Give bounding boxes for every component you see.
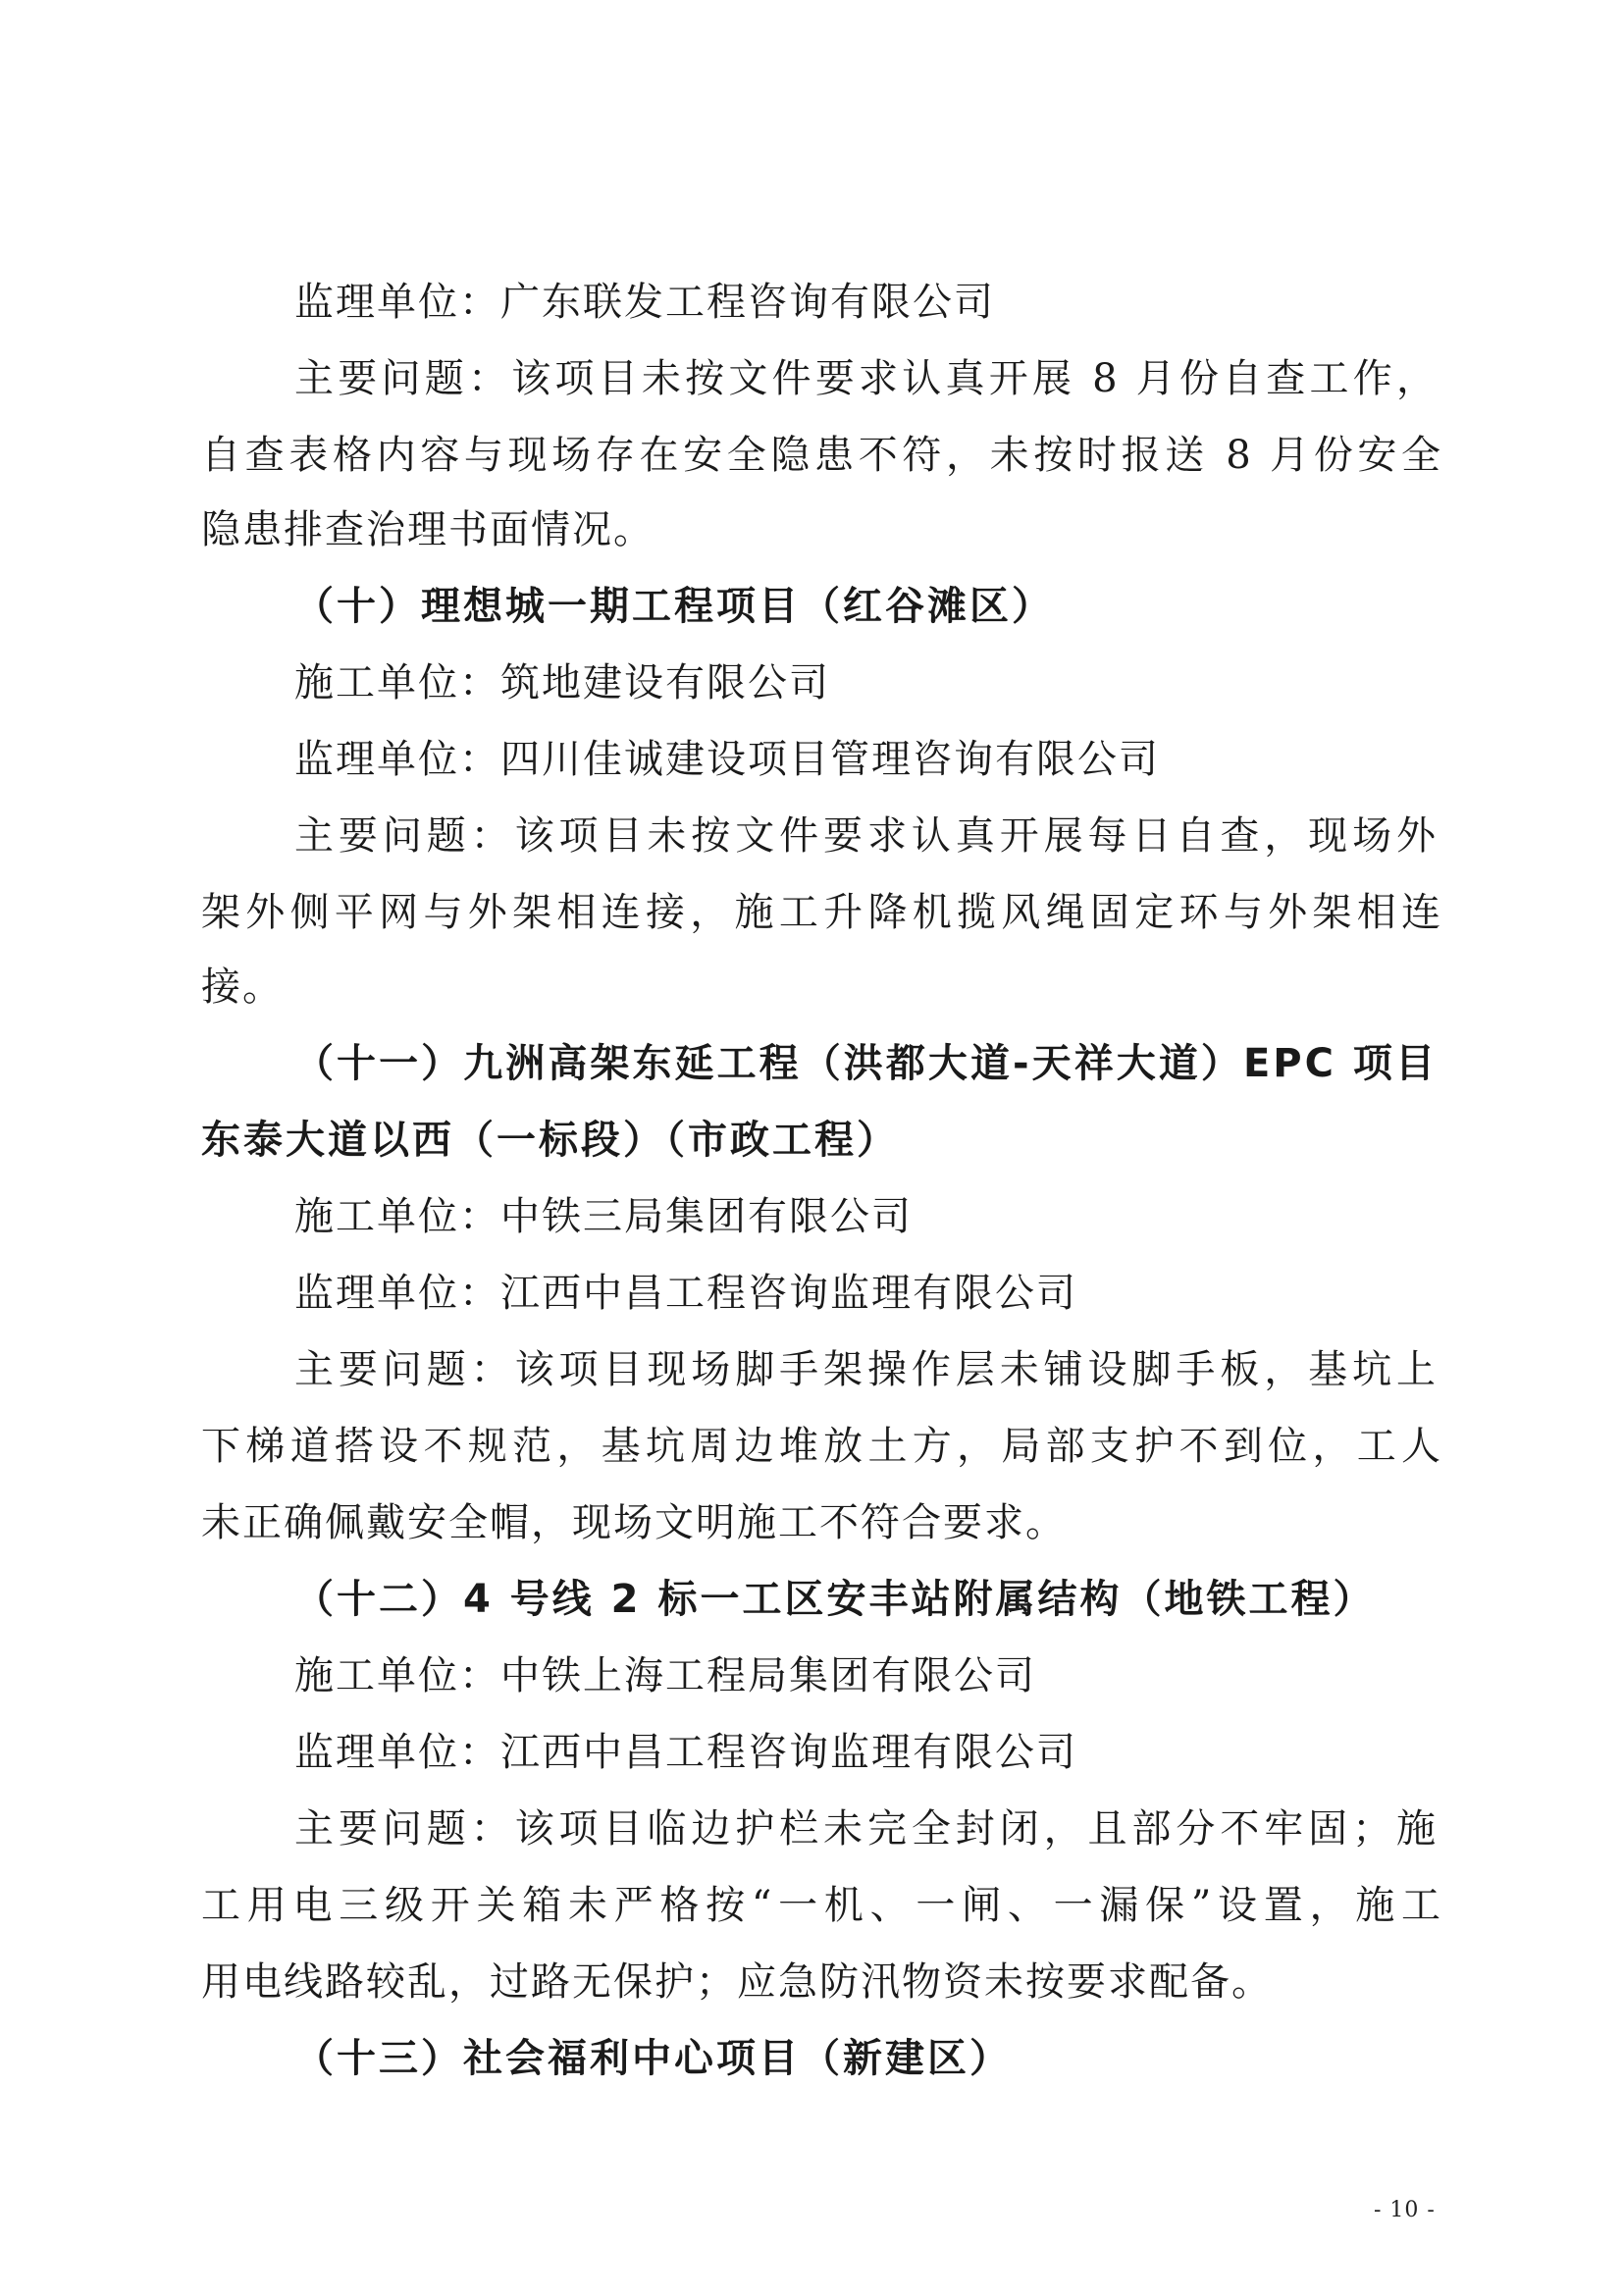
paragraph-line: 下梯道搭设不规范，基坑周边堆放土方，局部支护不到位，工人: [201, 1424, 1442, 1469]
section-heading: （十一）九洲高架东延工程（洪都大道-天祥大道）EPC 项目: [294, 1041, 1438, 1086]
section-heading: （十三）社会福利中心项目（新建区）: [294, 2036, 1012, 2081]
paragraph-line: 自查表格内容与现场存在安全隐患不符，未按时报送 8 月份安全: [201, 433, 1442, 478]
section-heading-continued: 东泰大道以西（一标段）（市政工程）: [201, 1118, 899, 1163]
problem-line: 主要问题：该项目未按文件要求认真开展每日自查，现场外: [294, 813, 1438, 859]
paragraph-line: 架外侧平网与外架相连接，施工升降机揽风绳固定环与外架相连: [201, 890, 1442, 935]
supervisor-line: 监理单位：四川佳诚建设项目管理咨询有限公司: [294, 737, 1160, 782]
paragraph-line: 用电线路较乱，过路无保护；应急防汛物资未按要求配备。: [201, 1959, 1273, 2005]
contractor-line: 施工单位：中铁上海工程局集团有限公司: [294, 1653, 1036, 1698]
section-heading: （十）理想城一期工程项目（红谷滩区）: [294, 584, 1054, 629]
supervisor-line: 监理单位：江西中昌工程咨询监理有限公司: [294, 1730, 1077, 1775]
problem-line: 主要问题：该项目未按文件要求认真开展 8 月份自查工作，: [294, 356, 1438, 401]
paragraph-line: 隐患排查治理书面情况。: [201, 507, 654, 552]
paragraph-line: 未正确佩戴安全帽，现场文明施工不符合要求。: [201, 1500, 1067, 1545]
problem-line: 主要问题：该项目临边护栏未完全封闭，且部分不牢固；施: [294, 1806, 1438, 1852]
page-number: - 10 -: [1374, 2198, 1436, 2222]
section-heading: （十二）4 号线 2 标一工区安丰站附属结构（地铁工程）: [294, 1577, 1376, 1622]
paragraph-line: 接。: [201, 965, 284, 1010]
supervisor-line: 监理单位：江西中昌工程咨询监理有限公司: [294, 1271, 1077, 1316]
problem-line: 主要问题：该项目现场脚手架操作层未铺设脚手板，基坑上: [294, 1347, 1438, 1392]
supervisor-line: 监理单位：广东联发工程咨询有限公司: [294, 280, 995, 325]
contractor-line: 施工单位：中铁三局集团有限公司: [294, 1194, 913, 1239]
paragraph-line: 工用电三级开关箱未严格按“一机、一闸、一漏保”设置，施工: [201, 1883, 1442, 1928]
contractor-line: 施工单位：筑地建设有限公司: [294, 660, 830, 705]
